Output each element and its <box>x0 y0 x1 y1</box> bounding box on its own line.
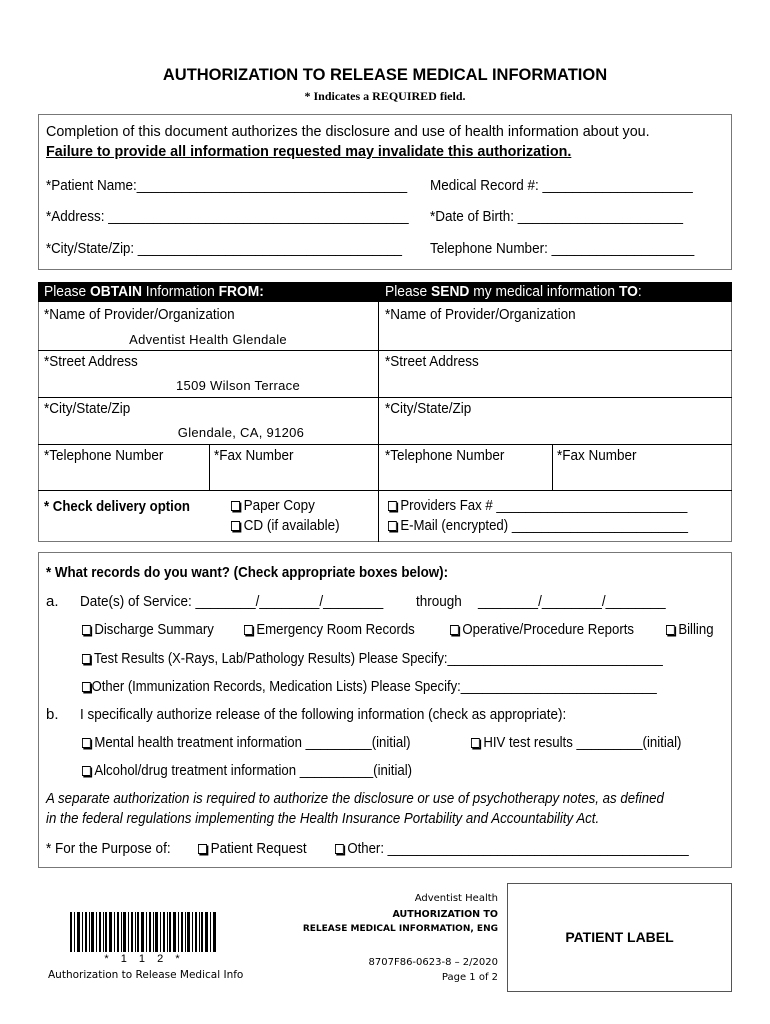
checkbox-icon[interactable] <box>82 654 91 664</box>
page-number: Page 1 of 2 <box>441 972 498 983</box>
checkbox-icon[interactable] <box>388 521 397 531</box>
phone-fax-divider-right <box>552 444 553 490</box>
checkbox-icon[interactable] <box>82 766 91 776</box>
paper-copy-option[interactable]: Paper Copy <box>231 497 315 514</box>
dates-end-field[interactable]: ________/________/________ <box>478 593 666 610</box>
send-provider-name-label: *Name of Provider/Organization <box>385 306 576 323</box>
other-purpose-option[interactable]: Other: _________________________________________ <box>335 840 689 857</box>
checkbox-icon[interactable] <box>231 501 240 511</box>
alcohol-drug-option[interactable]: Alcohol/drug treatment information __________(initial) <box>82 762 412 779</box>
intro-text: Completion of this document authorizes the disclosure and use of health information about you. <box>46 123 650 140</box>
checkbox-icon[interactable] <box>388 501 397 511</box>
patient-label-text: PATIENT LABEL <box>565 929 674 945</box>
item-b-text: I specifically authorize release of the following information (check as appropriate): <box>80 706 567 723</box>
send-header: Please SEND my medical information TO: <box>379 282 732 302</box>
medical-record-field[interactable]: Medical Record #: ____________________ <box>430 177 693 194</box>
checkbox-icon[interactable] <box>82 625 91 635</box>
send-phone-label: *Telephone Number <box>385 447 505 464</box>
patient-city-field[interactable]: *City/State/Zip: ____________________________________ <box>46 240 402 257</box>
er-records-option[interactable]: Emergency Room Records <box>244 621 415 638</box>
psychotherapy-note-line1: A separate authorization is required to authorize the disclosure or use of psychotherapy notes, as defined <box>46 790 664 807</box>
address-field[interactable]: *Address: ________________________________________ <box>46 208 409 225</box>
item-b-marker: b. <box>46 706 59 723</box>
page-title: AUTHORIZATION TO RELEASE MEDICAL INFORMATION <box>162 66 608 84</box>
checkbox-icon[interactable] <box>450 625 459 635</box>
obtain-header: Please OBTAIN Information FROM: <box>38 282 378 302</box>
discharge-summary-option[interactable]: Discharge Summary <box>82 621 214 638</box>
obtain-fax-label: *Fax Number <box>214 447 294 464</box>
dates-of-service-field[interactable]: Date(s) of Service: ________/________/________ <box>80 593 384 610</box>
required-note: * Indicates a REQUIRED field. <box>304 89 466 103</box>
obtain-provider-name-label: *Name of Provider/Organization <box>44 306 235 323</box>
form-title-line1: AUTHORIZATION TO <box>392 909 498 920</box>
patient-name-field[interactable]: *Patient Name:____________________________________ <box>46 177 408 194</box>
hiv-test-option[interactable]: HIV test results _________(initial) <box>471 734 681 751</box>
date-of-birth-field[interactable]: *Date of Birth: ______________________ <box>430 208 683 225</box>
barcode-text: * 1 1 2 * <box>104 953 182 965</box>
send-city-label: *City/State/Zip <box>385 400 472 417</box>
row-divider-4 <box>38 490 732 491</box>
checkbox-icon[interactable] <box>82 738 91 748</box>
barcode-image <box>70 912 216 952</box>
mental-health-option[interactable]: Mental health treatment information _________(initial) <box>82 734 411 751</box>
obtain-city-value[interactable]: Glendale, CA, 91206 <box>177 425 305 440</box>
purpose-label: * For the Purpose of: <box>46 840 171 857</box>
obtain-city-label: *City/State/Zip <box>44 400 131 417</box>
obtain-street-value[interactable]: 1509 Wilson Terrace <box>176 378 300 393</box>
checkbox-icon[interactable] <box>244 625 253 635</box>
send-fax-label: *Fax Number <box>557 447 637 464</box>
providers-fax-option[interactable]: Providers Fax # __________________________ <box>388 497 687 514</box>
row-divider-1 <box>38 350 732 351</box>
item-a-marker: a. <box>46 593 59 610</box>
patient-phone-field[interactable]: Telephone Number: ___________________ <box>430 240 695 257</box>
checkbox-icon[interactable] <box>335 844 344 854</box>
obtain-street-label: *Street Address <box>44 353 138 370</box>
form-title-line2: RELEASE MEDICAL INFORMATION, ENG <box>302 924 498 934</box>
checkbox-icon[interactable] <box>666 625 675 635</box>
psychotherapy-note-line2: in the federal regulations implementing the Health Insurance Portability and Accountability Act. <box>46 810 600 827</box>
patient-request-option[interactable]: Patient Request <box>198 840 307 857</box>
row-divider-2 <box>38 397 732 398</box>
other-records-option[interactable]: Other (Immunization Records, Medication Lists) Please Specify:___________________________ <box>82 678 657 695</box>
form-org: Adventist Health <box>414 893 498 904</box>
records-question: * What records do you want? (Check appropriate boxes below): <box>46 564 449 581</box>
checkbox-icon[interactable] <box>198 844 207 854</box>
send-street-label: *Street Address <box>385 353 479 370</box>
checkbox-icon[interactable] <box>82 682 91 692</box>
checkbox-icon[interactable] <box>231 521 240 531</box>
barcode-caption: Authorization to Release Medical Info <box>48 969 244 981</box>
test-results-option[interactable]: Test Results (X-Rays, Lab/Pathology Results) Please Specify:______________________________ <box>82 650 663 667</box>
through-label: through <box>416 593 462 610</box>
obtain-provider-name-value[interactable]: Adventist Health Glendale <box>129 332 287 347</box>
email-option[interactable]: E-Mail (encrypted) ________________________ <box>388 517 688 534</box>
checkbox-icon[interactable] <box>471 738 480 748</box>
billing-option[interactable]: Billing <box>666 621 714 638</box>
obtain-phone-label: *Telephone Number <box>44 447 164 464</box>
operative-reports-option[interactable]: Operative/Procedure Reports <box>450 621 634 638</box>
row-divider-3 <box>38 444 732 445</box>
delivery-label: * Check delivery option <box>44 498 190 515</box>
cd-option[interactable]: CD (if available) <box>231 517 340 534</box>
table-divider <box>378 282 379 542</box>
phone-fax-divider-left <box>209 444 210 490</box>
form-number: 8707F86-0623-8 – 2/2020 <box>368 957 498 968</box>
intro-warning: Failure to provide all information requested may invalidate this authorization. <box>46 143 572 160</box>
